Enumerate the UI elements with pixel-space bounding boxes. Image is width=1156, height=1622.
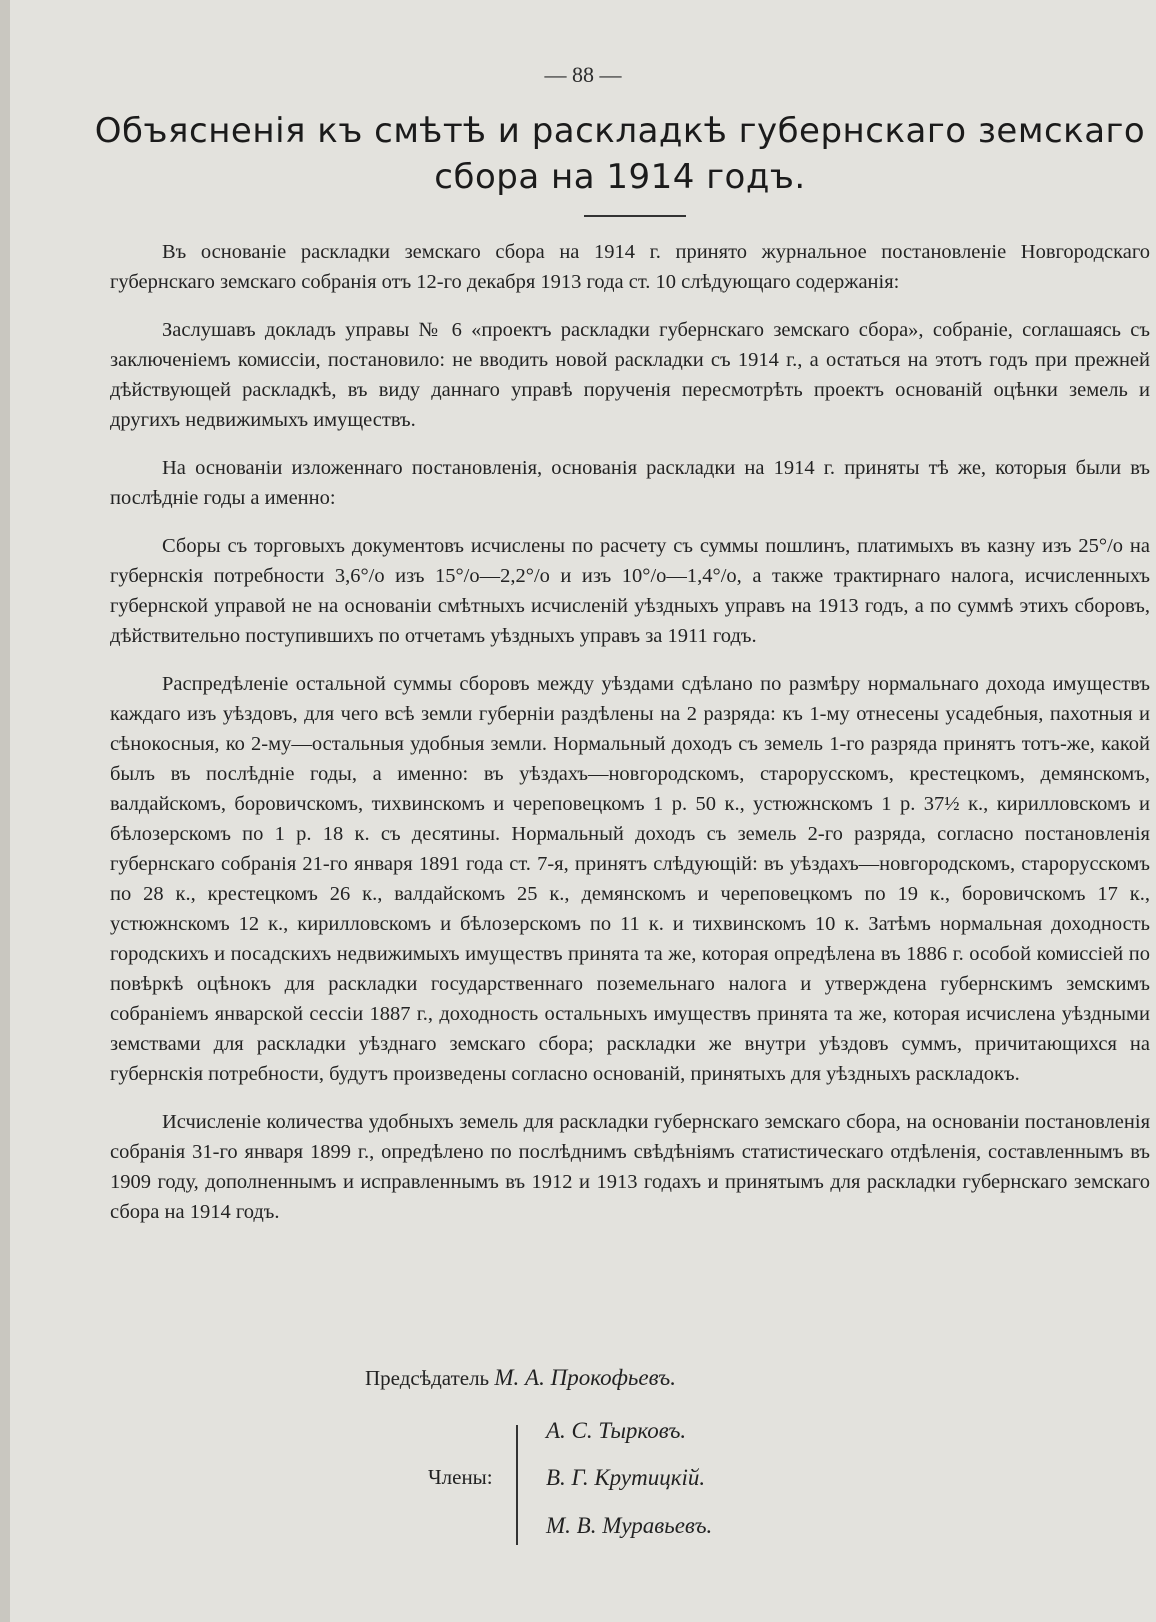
paragraph: На основаніи изложеннаго постановленія, основанія раскладки на 1914 г. приняты тѣ же, которыя были въ послѣдніе годы а именно: bbox=[110, 457, 1150, 509]
chairman-name: М. А. Прокофьевъ. bbox=[494, 1365, 676, 1390]
title-divider bbox=[584, 215, 686, 217]
page-left-edge bbox=[0, 0, 10, 1622]
members-brace bbox=[516, 1425, 524, 1545]
member-name: М. В. Муравьевъ. bbox=[546, 1513, 713, 1538]
paragraph: Заслушавъ докладъ управы № 6 «проектъ раскладки губернскаго земскаго сбора», собраніе, соглашаясь съ заключеніемъ комиссіи, постановило: не вводить новой раскладки съ 1914 г., а остаться на этотъ годъ при прежней дѣйствующей раскладкѣ, въ виду даннаго управѣ порученія пересмотрѣть проектъ основаній оцѣнки земель и другихъ недвижимыхъ имуществъ. bbox=[110, 319, 1150, 431]
paragraph: Въ основаніе раскладки земскаго сбора на 1914 г. принято журнальное постановленіе Новгородскаго губернскаго земскаго собранія отъ 12-го декабря 1913 года ст. 10 слѣдующаго содержанія: bbox=[110, 241, 1150, 293]
page-title bbox=[90, 108, 1150, 200]
document-page bbox=[10, 0, 1156, 1622]
paragraph: Исчисленіе количества удобныхъ земель для раскладки губернскаго земскаго сбора, на основаніи постановленія собранія 31-го января 1899 г., опредѣлено по послѣднимъ свѣдѣніямъ статистическаго отдѣленія, составленнымъ въ 1909 году, дополненнымъ и исправленнымъ въ 1912 и 1913 годахъ и принятымъ для раскладки губернскаго земскаго сбора на 1914 годъ. bbox=[110, 1111, 1150, 1223]
member-name: В. Г. Крутицкій. bbox=[546, 1465, 706, 1490]
title-line-2: сбора на 1914 годъ. bbox=[434, 157, 806, 197]
member-name: А. С. Тырковъ. bbox=[546, 1418, 687, 1443]
chairman-label: Предсѣдатель bbox=[365, 1366, 490, 1390]
title-line-1: Объясненія къ смѣтѣ и раскладкѣ губернскаго земскаго bbox=[94, 111, 1146, 151]
paragraph: Сборы съ торговыхъ документовъ исчислены по расчету съ суммы пошлинъ, платимыхъ въ казну изъ 25°/о на губернскія потребности 3,6°/о изъ 15°/о—2,2°/о и изъ 10°/о—1,4°/о, а также трактирнаго налога, исчисленныхъ губернской управой не на основаніи смѣтныхъ исчисленій уѣздныхъ управъ на 1913 годъ, а по суммѣ этихъ сборовъ, дѣйствительно поступившихъ по отчетамъ уѣздныхъ управъ за 1911 годъ. bbox=[110, 535, 1150, 647]
page-number: — 88 — bbox=[544, 62, 622, 87]
members-label: Члены: bbox=[428, 1465, 493, 1489]
chairman-line bbox=[365, 1365, 676, 1391]
paragraph: Распредѣленіе остальной суммы сборовъ между уѣздами сдѣлано по размѣру нормальнаго дохода имуществъ каждаго изъ уѣздовъ, для чего всѣ земли губерніи раздѣлены на 2 разряда: къ 1-му отнесены усадебныя, пахотныя и сѣнокосныя, ко 2-му—остальныя удобныя земли. Нормальный доходъ съ земель 1-го разряда принятъ тотъ-же, какой былъ въ послѣдніе годы, а именно: въ уѣздахъ—новгородскомъ, старорусскомъ, крестецкомъ, демянскомъ, валдайскомъ, боровичскомъ, тихвинскомъ и череповецкомъ 1 р. 50 к., устюжнскомъ 1 р. 37½ к., кирилловскомъ и бѣлозерскомъ по 1 р. 18 к. съ десятины. Нормальный доходъ съ земель 2-го разряда, согласно постановленія губернскаго собранія 21-го января 1891 года ст. 7-я, принятъ слѣдующій: въ уѣздахъ—новгородскомъ, старорусскомъ по 28 к., крестецкомъ 26 к., валдайскомъ 25 к., демянскомъ и череповецкомъ по 19 к., боровичскомъ 17 к., устюжнскомъ 12 к., кирилловскомъ и бѣлозерскомъ по 11 к. и тихвинскомъ 10 к. Затѣмъ нормальная доходность городскихъ и посадскихъ недвижимыхъ имуществъ принята та же, которая опредѣлена въ 1886 г. особой комиссіей по повѣркѣ оцѣнокъ для раскладки государственнаго поземельнаго налога и утверждена губернскимъ земскимъ собраніемъ январской сессіи 1887 г., доходность остальныхъ имуществъ принята та же, которая исчислена уѣздными земствами для раскладки уѣзднаго земскаго сбора; раскладки же внутри уѣздовъ суммъ, причитающихся на губернскія потребности, будутъ произведены согласно основаній, принятыхъ для уѣздныхъ раскладокъ. bbox=[110, 673, 1150, 1085]
document-body bbox=[110, 237, 1150, 1245]
